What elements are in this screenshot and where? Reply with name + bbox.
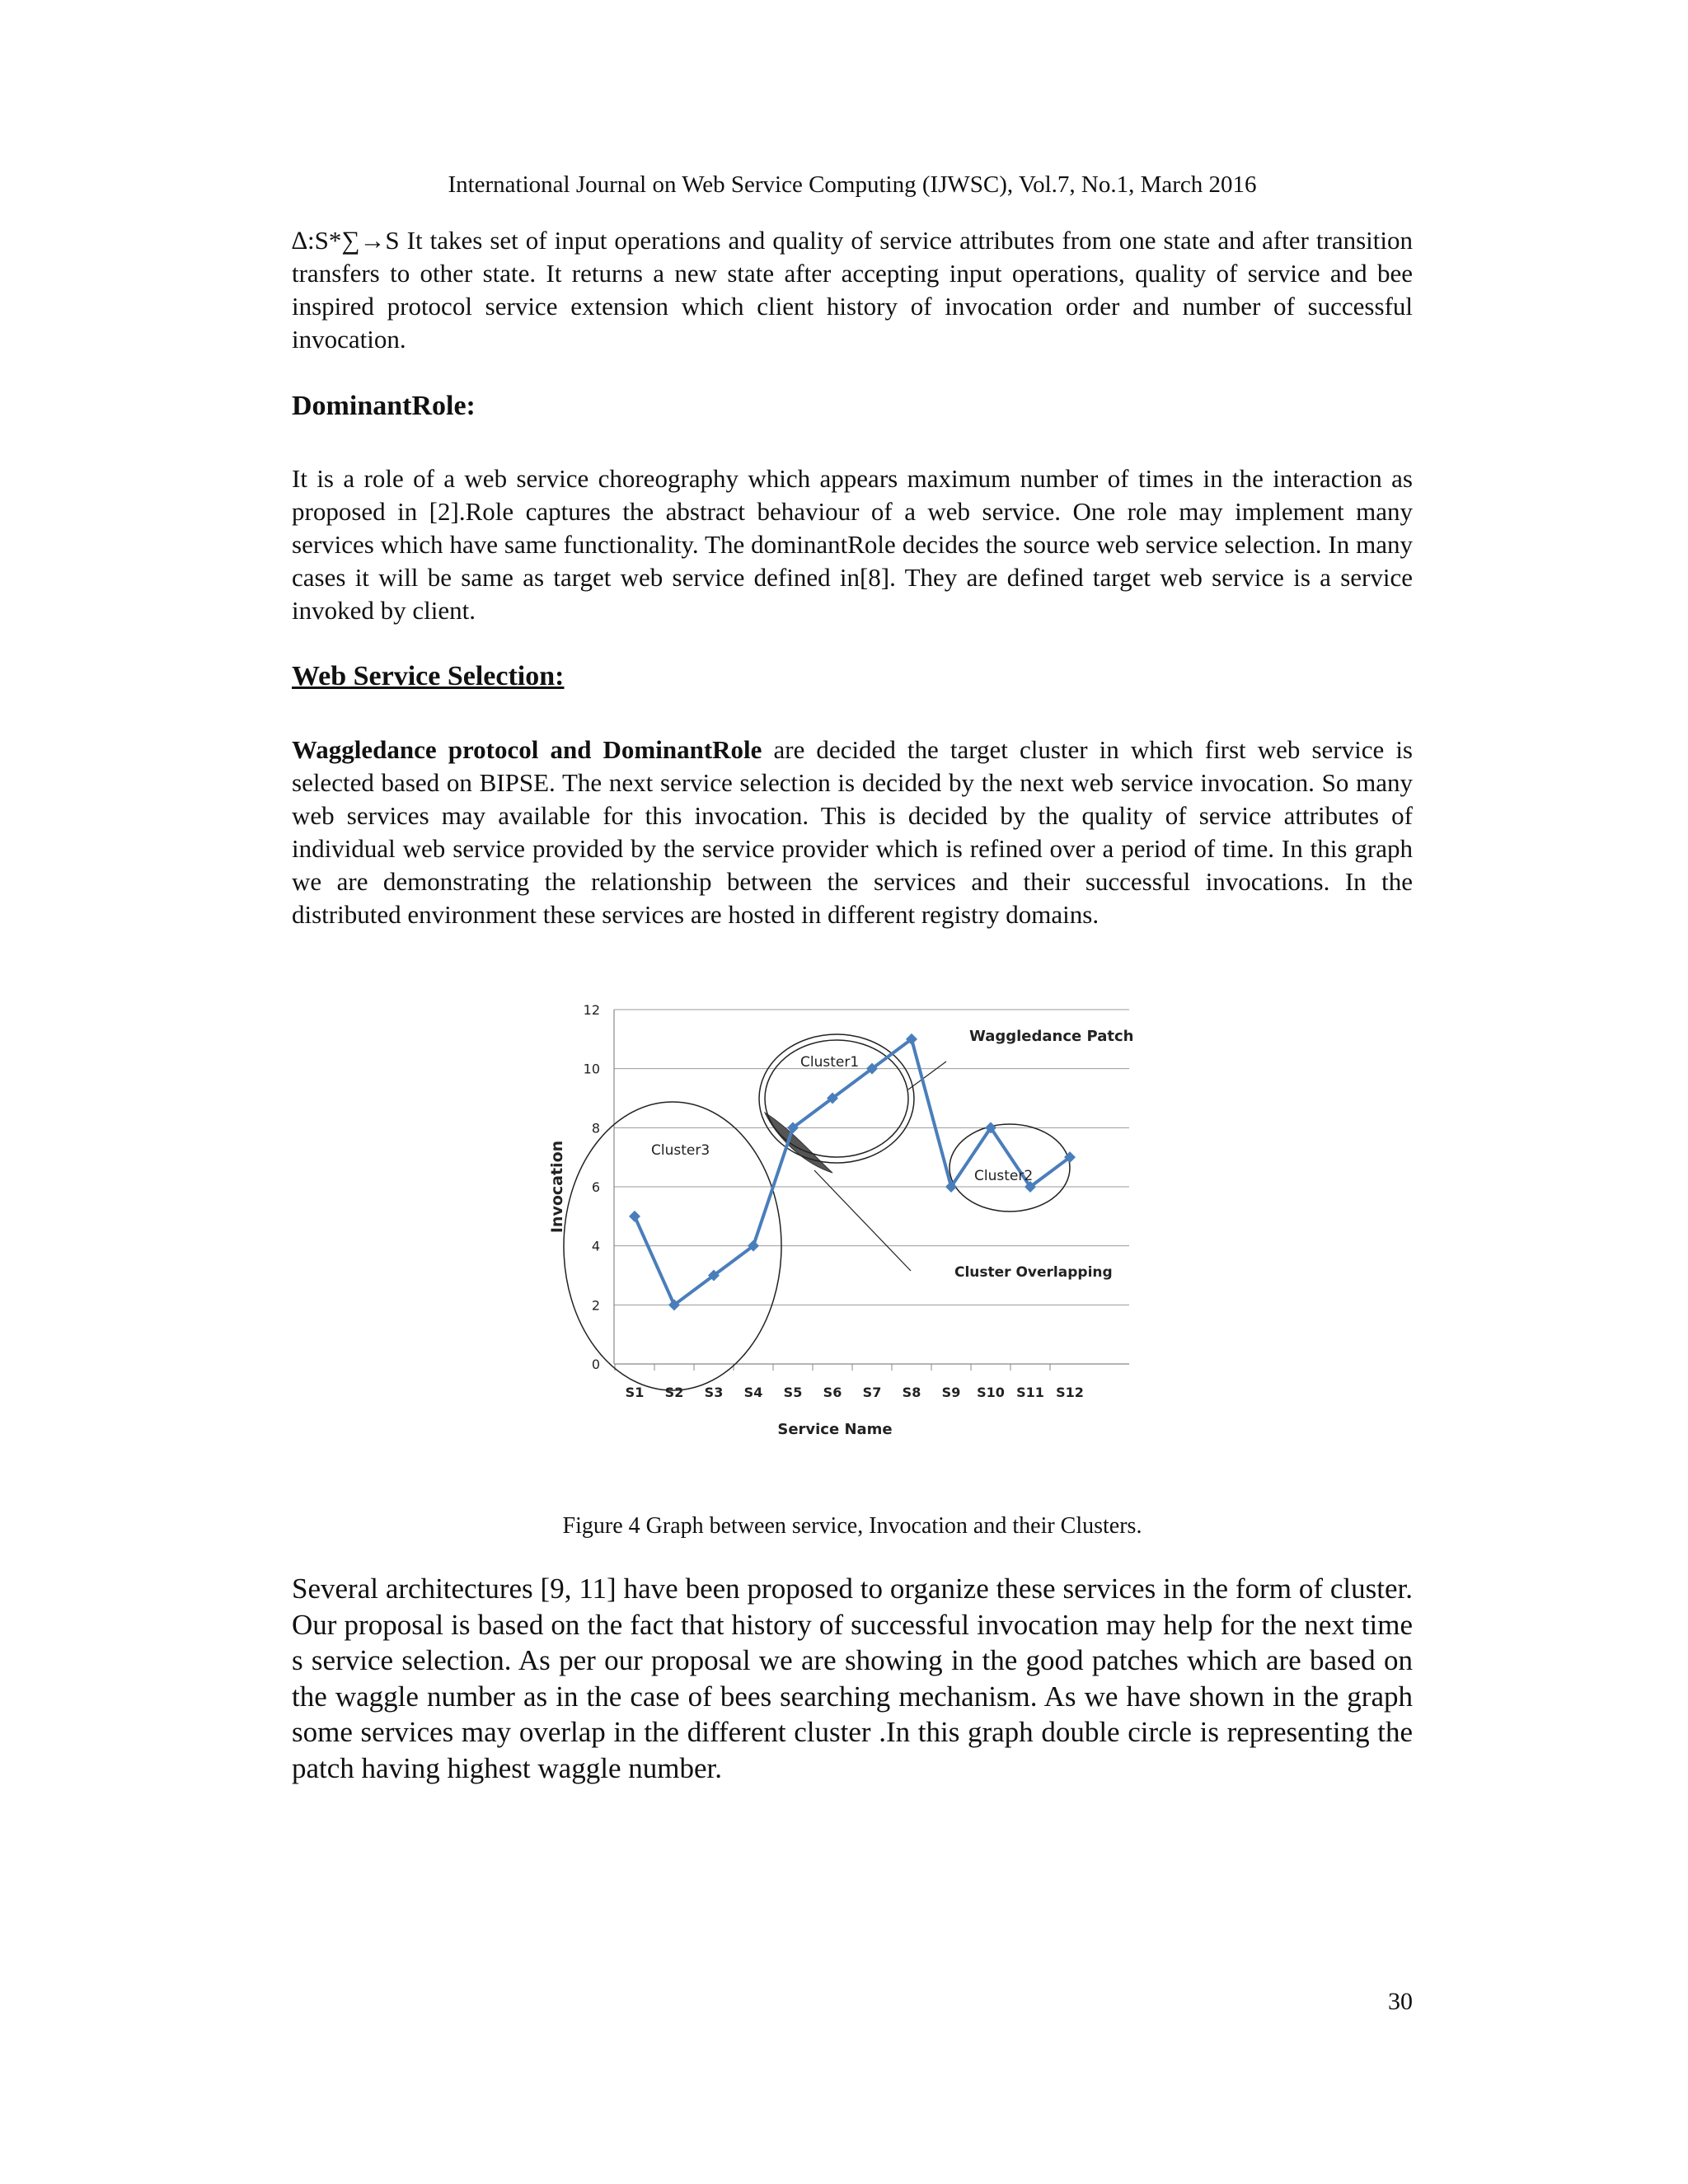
y-tick-label: 6 [591,1179,600,1195]
x-tick-label: S6 [823,1385,842,1400]
cluster1-label: Cluster1 [800,1054,860,1071]
page-number: 30 [1388,1988,1413,2015]
x-axis-title: Service Name [777,1421,893,1438]
cluster2-label: Cluster2 [974,1168,1034,1184]
x-tick-label: S9 [941,1385,961,1400]
x-tick-label: S8 [902,1385,921,1400]
waggledance-label: Waggledance Patch [969,1028,1134,1045]
x-axis-ticks [615,1364,1084,1400]
dominant-role-heading: DominantRole: [292,391,476,421]
y-tick-label: 12 [583,1002,600,1018]
x-tick-label: S10 [977,1385,1005,1400]
y-tick-label: 2 [591,1297,600,1314]
service-invocation-chart [528,993,1154,1455]
x-tick-label: S5 [783,1385,803,1400]
web-service-selection-heading: Web Service Selection: [292,661,565,691]
overlap-label: Cluster Overlapping [954,1264,1113,1281]
waggledance-pointer-line [908,1062,946,1090]
y-tick-label: 10 [583,1061,600,1077]
selection-lead-text: Waggledance protocol and DominantRole [292,735,762,764]
overlap-pointer-line [814,1170,911,1271]
x-tick-label: S7 [862,1385,882,1400]
y-tick-label: 8 [591,1120,600,1137]
cluster3-label: Cluster3 [651,1142,710,1159]
journal-header: International Journal on Web Service Computing (IJWSC), Vol.7, No.1, March 2016 [448,171,1257,198]
y-axis-title: Invocation [548,1140,566,1234]
dominant-role-paragraph: It is a role of a web service choreography which appears maximum number of times in the interaction as proposed in [2].Role captures the abstract behaviour of a web service. One role may implement many services which have same functionality. The dominantRole decides the source web service selection. In many cases it will be same as target web service defined in[8]. They are defined target web service is a service invoked by client. [292,464,1413,625]
closing-paragraph: Several architectures [9, 11] have been proposed to organize these services in the form of cluster. Our proposal is based on the fact that history of successful invocation may help for the next time s service selection. As per our proposal we are showing in the good patches which are based on the waggle number as in the case of bees searching mechanism. As we have shown in the graph some services may overlap in the different cluster .In this graph double circle is representing the patch having highest waggle number. [292,1572,1413,1784]
y-axis-ticks [584,1002,600,1372]
x-tick-label: S2 [664,1385,684,1400]
x-tick-label: S12 [1056,1385,1084,1400]
y-tick-label: 4 [591,1238,600,1254]
x-tick-label: S11 [1016,1385,1044,1400]
y-tick-label: 0 [591,1357,600,1372]
x-tick-label: S1 [625,1385,645,1400]
data-point-s1 [629,1211,640,1222]
selection-body-text: are decided the target cluster in which first web service is selected based on BIPSE. The next service selection is decided by the next web service invocation. So many web services may available for this invocation. This is decided by the quality of service attributes of individual web service provided by the service provider which is refined over a period of time. In this graph we are demonstrating the relationship between the services and their successful invocations. In the distributed environment these services are hosted in different registry domains. [292,735,1413,929]
x-tick-label: S3 [704,1385,724,1400]
x-tick-label: S4 [743,1385,763,1400]
figure-caption: Figure 4 Graph between service, Invocation and their Clusters. [562,1513,1142,1539]
transition-paragraph: ∆:S*∑→S It takes set of input operations and quality of service attributes from one state and after transition transfers to other state. It returns a new state after accepting input operations, quality of service and bee inspired protocol service extension which client history of invocation order and number of successful invocation. [292,226,1413,354]
web-service-selection-paragraph [292,733,1413,931]
